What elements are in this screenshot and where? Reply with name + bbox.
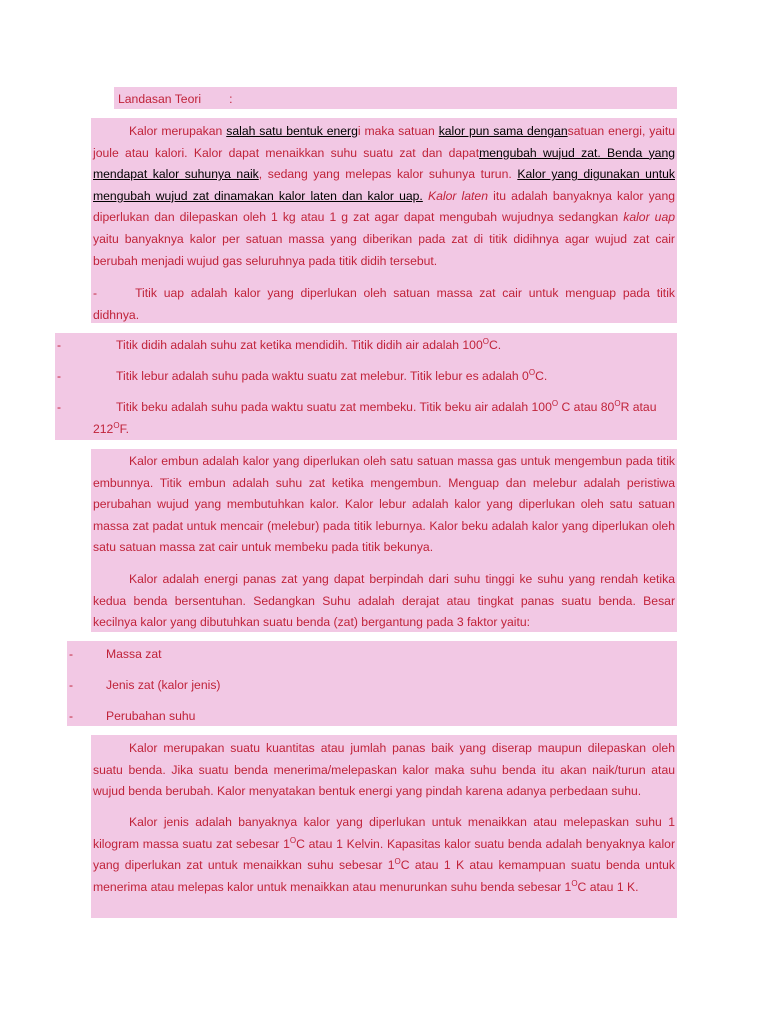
list-dash: - [57,400,62,414]
underlined-text: salah satu bentuk energ [226,124,358,138]
list-item-titik-beku: Titik beku adalah suhu pada waktu suatu zat membeku. Titik beku air adalah $100^O$ C atau $80^OR$ atau [116,399,657,414]
list-dash: - [57,369,62,383]
heading-label: Landasan Teori [118,92,202,106]
list-dash: - [57,338,62,352]
paragraph-kalor-kuantitas: Kalor merupakan suatu kuantitas atau jumlah panas baik yang diserap maupun dilepaskan oleh suatu benda. Jika suatu benda menerima/melepaskan kalor maka suhu benda itu akan naik/turun atau wujud benda berubah. Kalor menyatakan bentuk energi yang pindah karena adanya perbedaan suhu. [93,741,675,799]
section-heading [118,89,233,111]
list-item-faktor: Perubahan suhu [106,709,196,723]
paragraph-kalor-definition: Kalor merupakan salah satu bentuk energi maka satuan kalor pun sama dengansatuan energi, yaitu joule atau kalori. Kalor dapat menaikkan suhu suatu zat dan dapatmengubah wujud zat. Benda yang mendapat kalor suhunya naik, sedang yang melepas kalor suhunya turun. Kalor yang digunakan untuk mengubah wujud zat dinamakan kalor laten dan kalor uap. Kalor laten itu adalah banyaknya kalor yang diperlukan dan dilepaskan oleh 1 kg atau 1 g zat agar dapat mengubah wujudnya sedangkan kalor uap yaitu banyaknya kalor per satuan massa yang diberikan pada zat di titik didihnya agar wujud zat cair berubah menjadi wujud gas seluruhnya pada titik didih tersebut. [93,124,676,268]
list-dash: - [69,647,74,661]
list-dash: - [69,709,74,723]
paragraph-kalor-energi: Kalor adalah energi panas zat yang dapat berpindah dari suhu tinggi ke suhu yang rendah ketika kedua benda bersentuhan. Sedangkan Suhu adalah derajat atau tingkat panas suatu benda. Besar kecilnya kalor yang dibutuhkan suatu benda (zat) bergantung pada 3 faktor yaitu: [93,572,675,630]
list-item-faktor: Jenis zat (kalor jenis) [106,678,221,692]
paragraph-kalor-embun: Kalor embun adalah kalor yang diperlukan oleh satu satuan massa gas untuk mengembun pada titik embunnya. Titik embun adalah suhu zat ketika mengembun. Menguap dan melebur adalah peristiwa perubahan wujud yang membutuhkan kalor. Kalor lebur adalah kalor yang diperlukan oleh satu satuan massa zat padat untuk mencair (melebur) pada titik leburnya. Kalor beku adalah kalor yang diperlukan oleh satu satuan massa zat cair untuk membeku pada titik bekunya. [93,454,675,555]
underlined-text: kalor pun sama dengan [438,124,568,138]
paragraph-kalor-jenis: Kalor jenis adalah banyaknya kalor yang diperlukan untuk menaikkan atau melepaskan suhu 1 kilogram massa suatu zat sebesar $1^OC$ atau 1 Kelvin. Kapasitas kalor suatu benda adalah benyaknya kalor yang diperlukan zat untuk menaikkan suhu sebesar $1^OC$ atau 1 K atau kemampuan suatu benda untuk menerima atau melepas kalor untuk menaikkan atau menurunkan suhu benda sebesar $1^OC$ atau 1 K. [93,815,675,894]
paragraph-titik-uap: - Titik uap adalah kalor yang diperlukan oleh satuan massa zat cair untuk menguap pada titik didhnya. [93,286,675,322]
list-dash: - [93,286,98,300]
underlined-text: Kalor yang digunakan untuk mengubah wujud zat dinamakan kalor laten dan kalor uap. [93,167,675,203]
underlined-text: mengubah wujud zat. Benda yang mendapat kalor suhunya naik [93,145,676,182]
list-item-titik-didih: Titik didih adalah suhu zat ketika mendidih. Titik didih air adalah $100^OC$. [116,337,502,352]
heading-colon: : [229,92,233,106]
list-item-titik-lebur: Titik lebur adalah suhu pada waktu suatu zat melebur. Titik lebur es adalah $0^OC$. [116,368,548,383]
list-item-titik-beku-cont: $212^OF$. [93,421,130,436]
list-dash: - [69,678,74,692]
list-item-faktor: Massa zat [106,647,162,661]
